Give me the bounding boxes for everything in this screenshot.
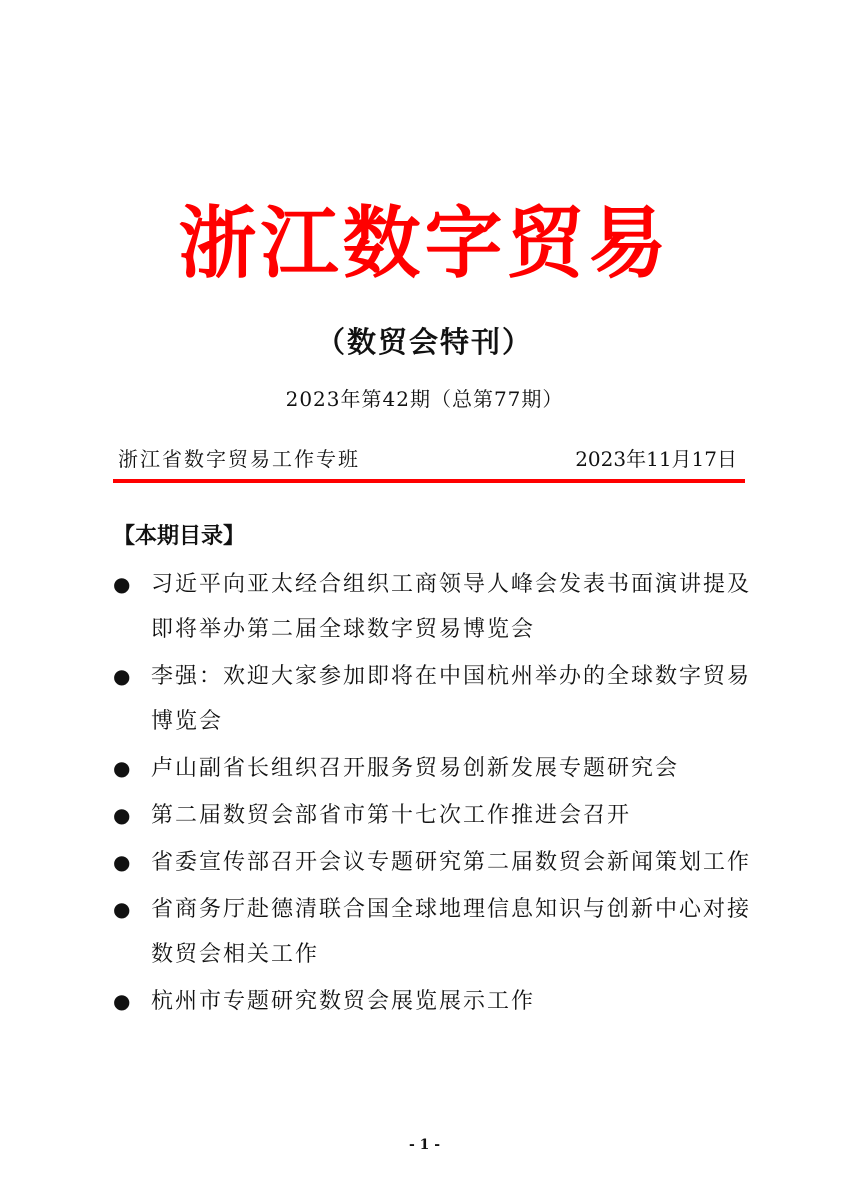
masthead-title: 浙江数字贸易 [178, 199, 671, 289]
issue-number: 2023年第42期（总第77期） [285, 387, 564, 411]
toc-item-text: 杭州市专题研究数贸会展览展示工作 [151, 989, 536, 1014]
toc-item-text: 省委宣传部召开会议专题研究第二届数贸会新闻策划工作 [151, 850, 752, 875]
toc-item[interactable] [113, 562, 753, 652]
toc-item[interactable] [113, 887, 753, 977]
red-divider-rule [113, 479, 745, 483]
issue-date: 2023年11月17日 [575, 447, 737, 471]
toc-item-text: 第二届数贸会部省市第十七次工作推进会召开 [151, 803, 632, 828]
toc-item-text: 卢山副省长组织召开服务贸易创新发展专题研究会 [151, 756, 680, 781]
bullet-icon: ● [113, 897, 131, 921]
toc-item[interactable] [113, 979, 753, 1024]
special-issue-subtitle: （数贸会特刊） [315, 325, 533, 359]
bullet-icon: ● [113, 664, 131, 688]
toc-heading: 【本期目录】 [113, 524, 246, 549]
toc-item[interactable] [113, 654, 753, 744]
bullet-icon: ● [113, 850, 131, 874]
page-number: - 1 - [408, 1137, 441, 1153]
toc-item[interactable] [113, 746, 753, 791]
toc-item[interactable] [113, 840, 753, 885]
bullet-icon: ● [113, 572, 131, 596]
issuing-department: 浙江省数字贸易工作专班 [118, 447, 360, 471]
toc-item[interactable] [113, 793, 753, 838]
bullet-icon: ● [113, 989, 131, 1013]
table-of-contents [113, 562, 753, 1026]
toc-item-text: 习近平向亚太经合组织工商领导人峰会发表书面演讲提及即将举办第二届全球数字贸易博览会 [151, 572, 752, 642]
bullet-icon: ● [113, 756, 131, 780]
bullet-icon: ● [113, 803, 131, 827]
toc-item-text: 李强：欢迎大家参加即将在中国杭州举办的全球数字贸易博览会 [151, 664, 752, 734]
toc-item-text: 省商务厅赴德清联合国全球地理信息知识与创新中心对接数贸会相关工作 [151, 897, 752, 967]
